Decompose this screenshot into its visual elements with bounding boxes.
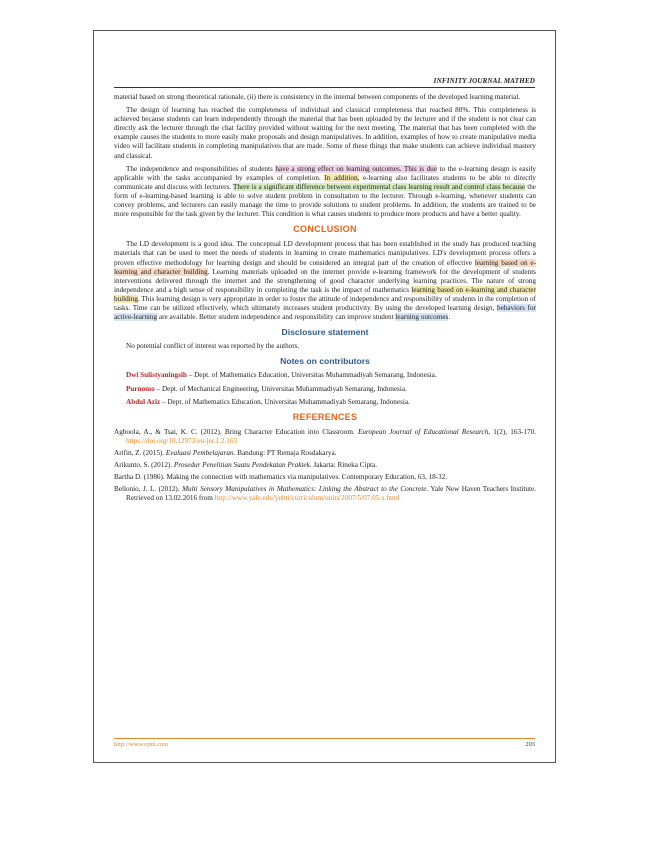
- text-run: are available. Better student independence and responsibility can improve student: [157, 313, 396, 322]
- text-run: .: [448, 313, 451, 322]
- text-run: The independence and responsibilities of students: [126, 164, 276, 173]
- contributor-name: Abdul Aziz: [126, 397, 161, 406]
- text-run: the form of e-learning-based learning is able to solve student problem in consultation to the lecturer. Through e-learning, whenever students can convey problems, and lecturers can easily manage the time to provide solutions to student problems. In addition, the students are trained to be more responsible for the task given by the lecturer. This condition is what causes students to produce more products and have a better quality.: [114, 182, 536, 219]
- header-rule: [114, 87, 535, 88]
- footer-rule: [114, 738, 535, 739]
- highlight: behaviors for active-learning: [114, 303, 536, 322]
- page-body: [114, 93, 536, 506]
- highlight: learning based on e-learning and character building: [114, 285, 536, 303]
- disclosure-text: No potential conflict of interest was reported by the authors.: [126, 342, 300, 351]
- text-run: Agboola, A., & Tsai, K. C. (2012). Bring Character Education into Classroom.: [114, 427, 358, 436]
- contributor-1: [114, 371, 536, 380]
- contributor-affiliation: – Dept. of Mathematics Education, Universitas Muhammadiyah Semarang, Indonesia.: [186, 371, 437, 380]
- reference-item: [114, 428, 536, 446]
- contributor-affiliation: – Dept. of Mechanical Engineering, Universitas Muhammadiyah Semarang, Indonesia.: [154, 384, 407, 393]
- notes-heading: Notes on contributors: [280, 356, 370, 367]
- journal-header: INFINITY JOURNAL MATHED: [433, 77, 535, 85]
- text-run: e-learning also facilitates students to be able to directly communicate and discuss with lecturers.: [114, 173, 536, 191]
- text-run: . Jakarta: Rineka Cipta.: [309, 461, 378, 470]
- paragraph-independence: [114, 165, 536, 220]
- reference-link[interactable]: http://www.yale.edu/ynhti/curriculum/units/2007/5/07.05.x.html: [214, 494, 400, 503]
- paragraph-completeness: The design of learning has reached the completeness of individual and classical completeness that reached 80%. This completeness is achieved because students can learn independently through the material that has been uploaded by the lecturer and if the student is not clear can directly ask the lecturer through the chat facility provided without waiting for the next meeting. The material that has been completed with the example causes the students to more easily make proposals and design manipulatives. In addition, examples of how to create manipulative media video will facilitate students in completing manipulatives that are made. Some of these things that make students can achieve individual mastery and classical.: [114, 106, 536, 160]
- reference-item: [114, 449, 536, 458]
- text-run: Arikunto, S. (2012).: [114, 461, 174, 470]
- highlight: In addition,: [324, 173, 360, 182]
- highlight: have a strong effect on learning outcomes. This is due: [275, 164, 437, 173]
- reference-title: Prosedur Penelitian Suatu Pendekatan Praktek: [173, 461, 310, 470]
- reference-item: Bartha D. (1986). Making the connection with mathematics via manipulatives. Contemporary Education, 63, 18-32.: [114, 473, 448, 482]
- text-run: . Learning materials uploaded on the internet provide e-learning framework for the development of students interventions delivered through the internet and the strengthening of good character underlying learning practices. The nature of strong independence and a high sense of responsibility in completing the task is the impact of mathematics: [114, 267, 536, 294]
- text-run: The LD development is a good idea. The conceptual LD development process that has been established in the study has produced teaching materials that can be used to meet the needs of students in learning to create mathematics manipulatives. LD's development process offers a proven effective methodology for learning design and should be considered an integral part of the creation of effective: [114, 240, 536, 267]
- reference-item: [114, 461, 536, 470]
- disclosure-heading: Disclosure statement: [281, 327, 369, 338]
- contributor-3: [114, 398, 536, 407]
- highlight: learning based on e-learning and character building: [114, 258, 537, 276]
- reference-list: [114, 428, 536, 504]
- contributor-affiliation: – Dept. of Mathematics Education, Universitas Muhammadiyah Semarang, Indonesia.: [160, 397, 410, 406]
- text-run: . Yale New Haven Teachers Institute. Retrieved on 13.02.2016 from: [126, 485, 536, 503]
- paragraph-continuation: material based on strong theoretical rationale, (ii) there is consistency in the internal between components of the developed learning material.: [114, 93, 521, 101]
- footer-url-link[interactable]: http://www.ejmi.com: [114, 741, 169, 748]
- page-number: 203: [525, 741, 535, 748]
- document-page: [93, 30, 556, 763]
- reference-item: [114, 485, 536, 503]
- reference-title: European Journal of Educational Research: [357, 427, 489, 436]
- text-run: . This learning design is very appropriate in order to foster the attitude of independence and responsibility of students in the completion of tasks. Time can be utilized effectively, which ultimately increases student productivity. By using the developed learning design,: [114, 294, 536, 312]
- text-run: . Bandung: PT Remaja Rosdakarya.: [233, 449, 337, 457]
- text-run: Arifin, Z. (2015).: [114, 449, 166, 457]
- contributor-name: Purnomo: [126, 384, 155, 393]
- reference-title: Evaluasi Pembelajaran: [165, 449, 234, 457]
- conclusion-paragraph: [114, 240, 536, 322]
- references-heading: REFERENCES: [292, 411, 358, 422]
- reference-title: Multi Sensory Manipulatives in Mathematics: Linking the Abstract to the Concrete: [182, 485, 427, 494]
- conclusion-heading: CONCLUSION: [293, 224, 357, 235]
- text-run: , 1(2), 163-170.: [488, 427, 537, 436]
- text-run: Bellonio, J. L. (2012).: [114, 485, 183, 494]
- highlight: There is a significant difference between experimental class learning result and control class because: [232, 182, 526, 191]
- reference-link[interactable]: https://doi.org/10.12973/eu-jer.1.2.163: [126, 436, 238, 445]
- highlight: learning outcomes: [395, 313, 449, 322]
- contributor-2: [114, 385, 536, 394]
- contributor-name: Dwi Sulistyaningsih: [126, 371, 187, 380]
- text-run: to the e-learning design is easily applicable with the tasks accompanied by examples of completion.: [114, 164, 536, 182]
